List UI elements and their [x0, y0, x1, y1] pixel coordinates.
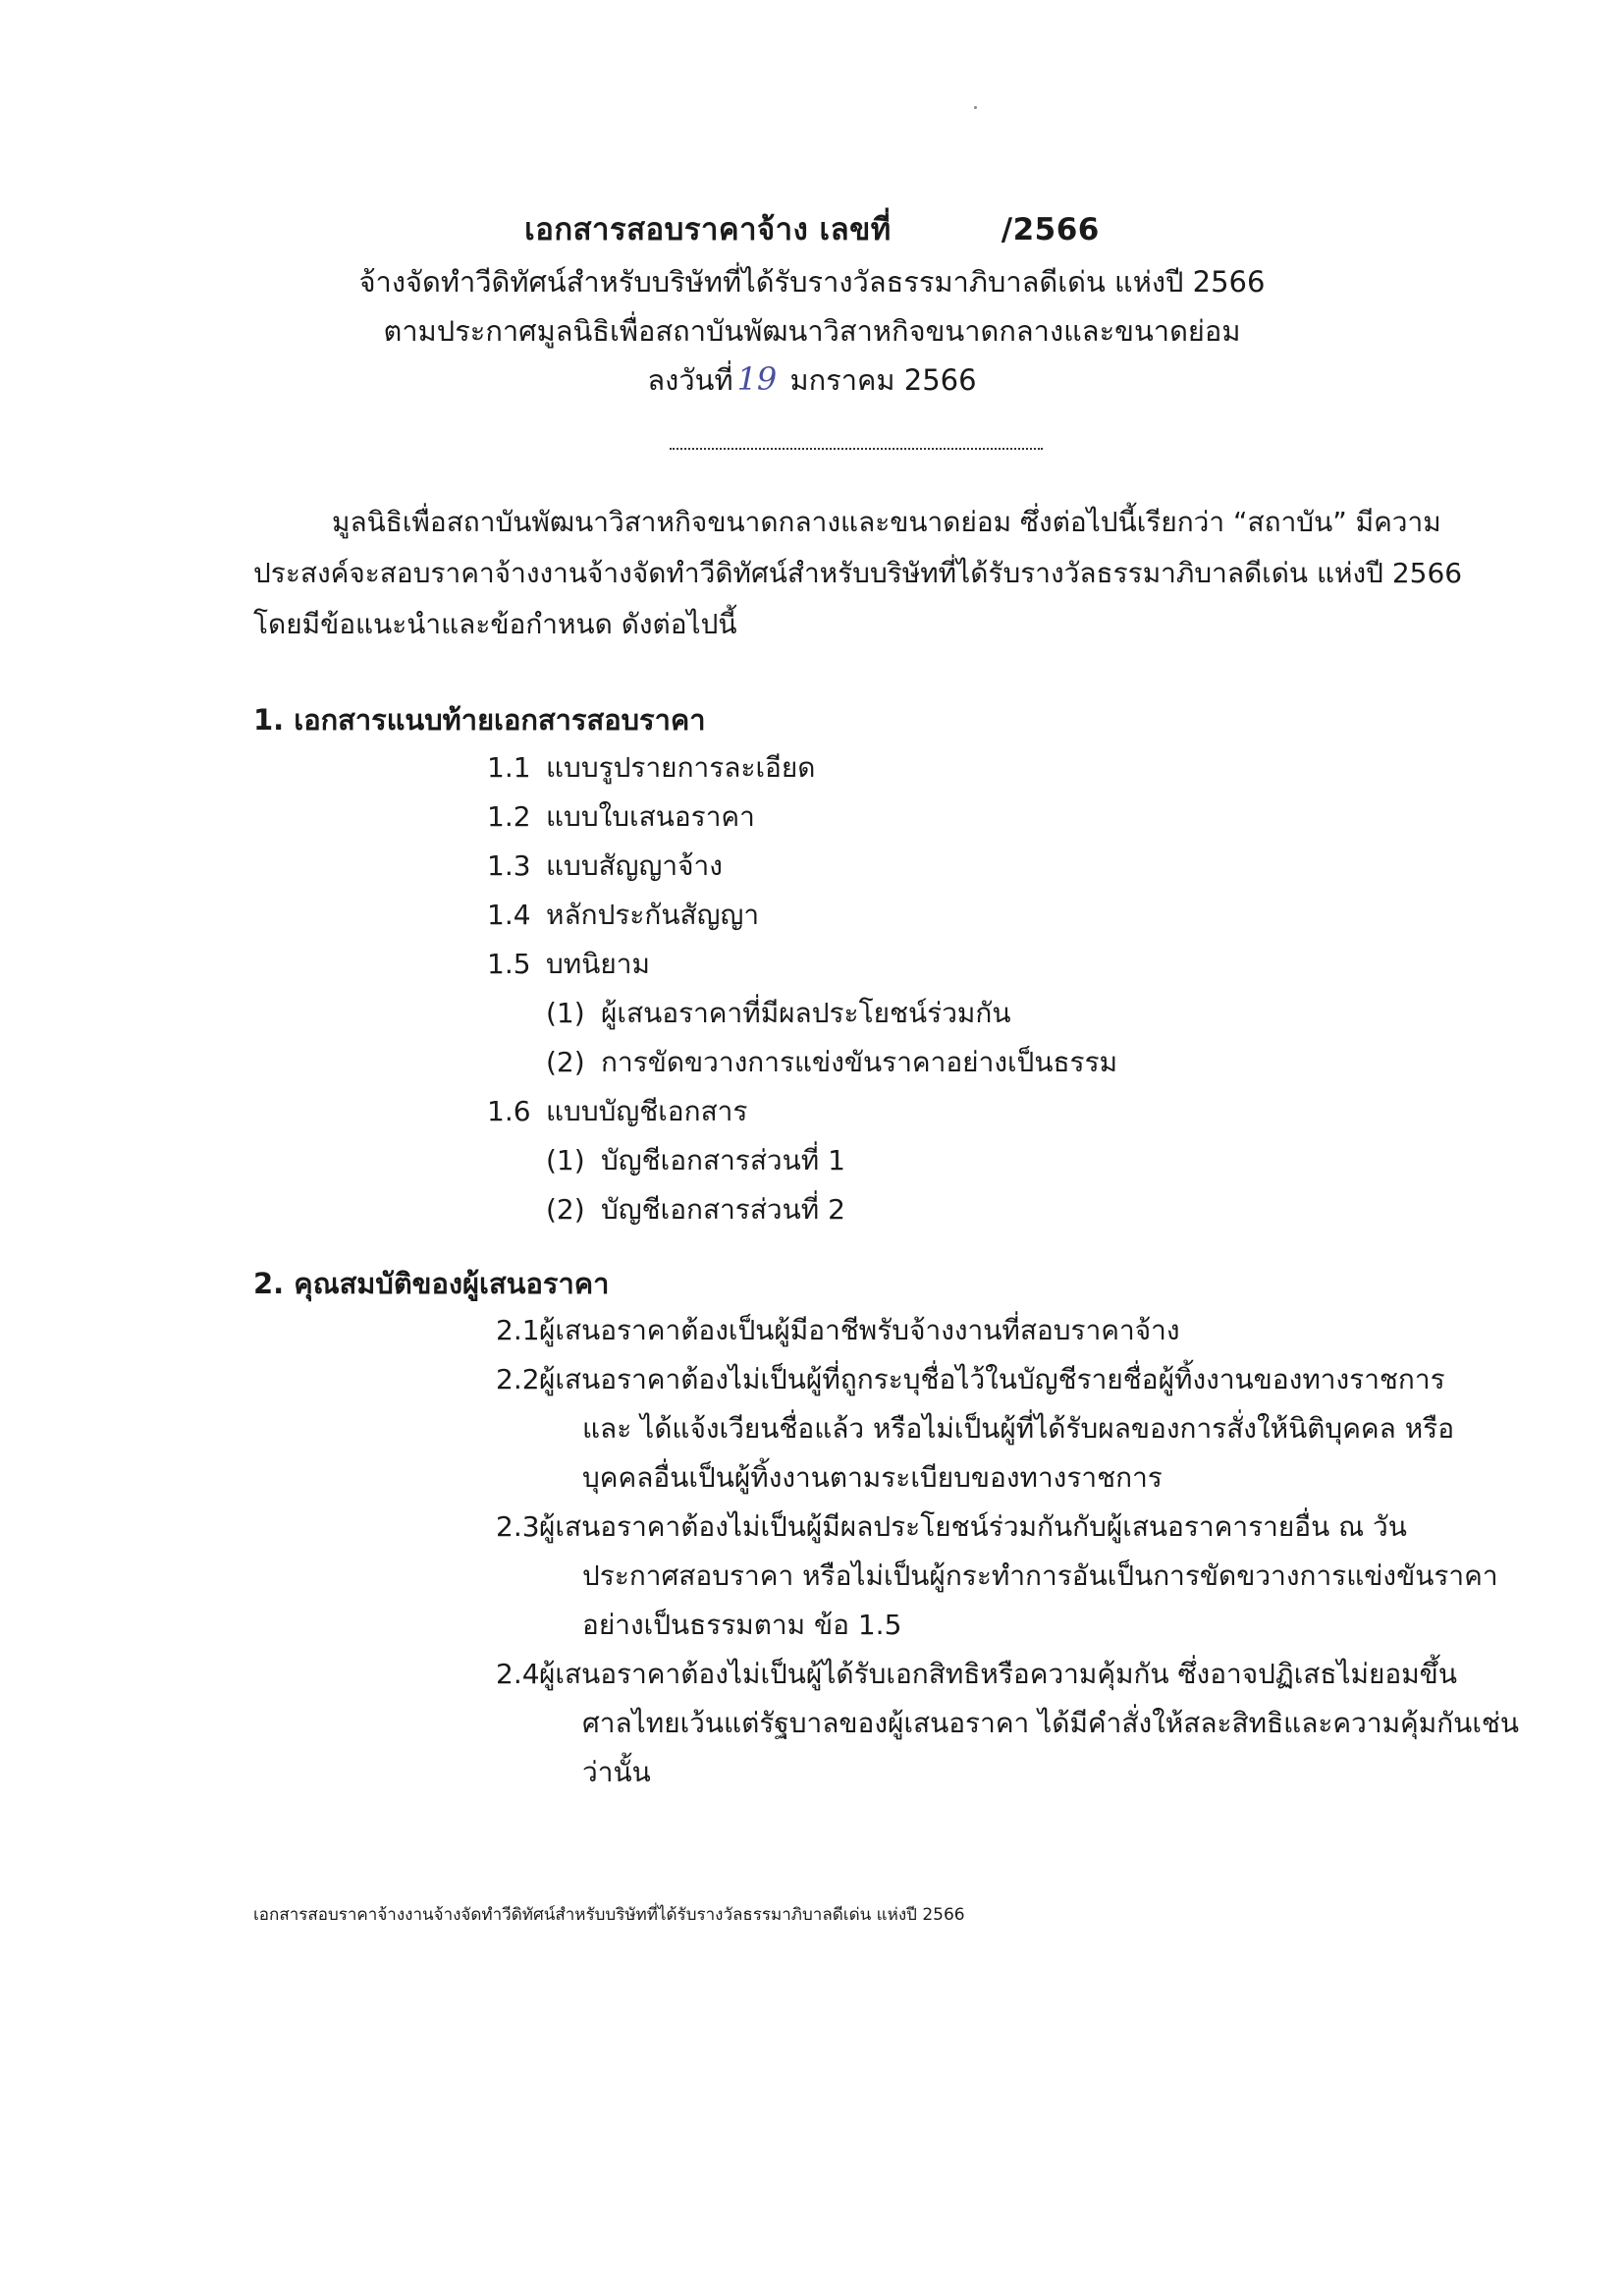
scan-speck	[974, 106, 977, 109]
intro-line: ประสงค์จะสอบราคาจ้างงานจ้างจัดทำวีดิทัศน์สำหรับบริษัทที่ได้รับรางวัลธรรมาภิบาลดีเด่น แห่งปี 2566	[253, 557, 1463, 589]
qualification-item: 2.2 ผู้เสนอราคาต้องไม่เป็นผู้ที่ถูกระบุชื่อไว้ในบัญชีรายชื่อผู้ทิ้งงานของทางราชการ และ ได้แจ้งเวียนชื่อแล้ว หรือไม่เป็นผู้ที่ได้รับผลของการสั่งให้นิติบุคคล หรือ บุคคลอื่นเป็นผู้ทิ้งงานตามระเบียบของทางราชการ	[496, 1363, 1455, 1494]
list-item: 1.3 แบบสัญญาจ้าง	[487, 849, 723, 882]
intro-paragraph	[253, 497, 1463, 650]
subtitle-line-2: ตามประกาศมูลนิธิเพื่อสถาบันพัฒนาวิสาหกิจขนาดกลางและขนาดย่อม	[383, 314, 1241, 348]
sub-list-item: (2) บัญชีเอกสารส่วนที่ 2	[546, 1193, 845, 1226]
document-title	[0, 204, 1624, 253]
date-prefix: ลงวันที่	[647, 363, 733, 397]
date-line	[0, 357, 1624, 403]
qualification-item: 2.3 ผู้เสนอราคาต้องไม่เป็นผู้มีผลประโยชน์ร่วมกันกับผู้เสนอราคารายอื่น ณ วัน ประกาศสอบราคา หรือไม่เป็นผู้กระทำการอันเป็นการขัดขวางการแข่งขันราคา อย่างเป็นธรรมตาม ข้อ 1.5	[496, 1510, 1498, 1641]
qualification-item: 2.4 ผู้เสนอราคาต้องไม่เป็นผู้ได้รับเอกสิทธิหรือความคุ้มกัน ซึ่งอาจปฏิเสธไม่ยอมขึ้น ศาลไทยเว้นแต่รัฐบาลของผู้เสนอราคา ได้มีคำสั่งให้สละสิทธิและความคุ้มกันเช่น ว่านั้น	[496, 1658, 1520, 1788]
list-item: 1.5 บทนิยาม	[487, 948, 650, 980]
list-item: 1.2 แบบใบเสนอราคา	[487, 800, 755, 833]
page-footer: เอกสารสอบราคาจ้างงานจ้างจัดทำวีดิทัศน์สำหรับบริษัทที่ได้รับรางวัลธรรมาภิบาลดีเด่น แห่งปี 2566	[253, 1905, 965, 1925]
dotted-separator	[670, 448, 1043, 450]
section-1-heading: 1. เอกสารแนบท้ายเอกสารสอบราคา	[253, 703, 706, 737]
subtitle-line-1: จ้างจัดทำวีดิทัศน์สำหรับบริษัทที่ได้รับรางวัลธรรมาภิบาลดีเด่น แห่งปี 2566	[358, 265, 1266, 299]
handwritten-day: 19	[736, 360, 778, 398]
list-item: 1.6 แบบบัญชีเอกสาร	[487, 1095, 748, 1127]
sub-list-item: (1) บัญชีเอกสารส่วนที่ 1	[546, 1144, 845, 1176]
title-prefix: เอกสารสอบราคาจ้าง เลขที่	[524, 212, 892, 247]
qualification-item: 2.1 ผู้เสนอราคาต้องเป็นผู้มีอาชีพรับจ้างงานที่สอบราคาจ้าง	[496, 1314, 1180, 1346]
list-item: 1.4 หลักประกันสัญญา	[487, 899, 760, 931]
title-number: /2566	[1001, 212, 1100, 247]
date-rest: มกราคม 2566	[789, 363, 977, 397]
section-2-heading: 2. คุณสมบัติของผู้เสนอราคา	[253, 1267, 610, 1300]
sub-list-item: (1) ผู้เสนอราคาที่มีผลประโยชน์ร่วมกัน	[546, 997, 1011, 1029]
sub-list-item: (2) การขัดขวางการแข่งขันราคาอย่างเป็นธรรม	[546, 1046, 1118, 1078]
list-item: 1.1 แบบรูปรายการละเอียด	[487, 751, 816, 784]
intro-line: โดยมีข้อแนะนำและข้อกำหนด ดังต่อไปนี้	[253, 608, 737, 640]
intro-line: มูลนิธิเพื่อสถาบันพัฒนาวิสาหกิจขนาดกลางและขนาดย่อม ซึ่งต่อไปนี้เรียกว่า “สถาบัน” มีความ	[332, 506, 1441, 538]
